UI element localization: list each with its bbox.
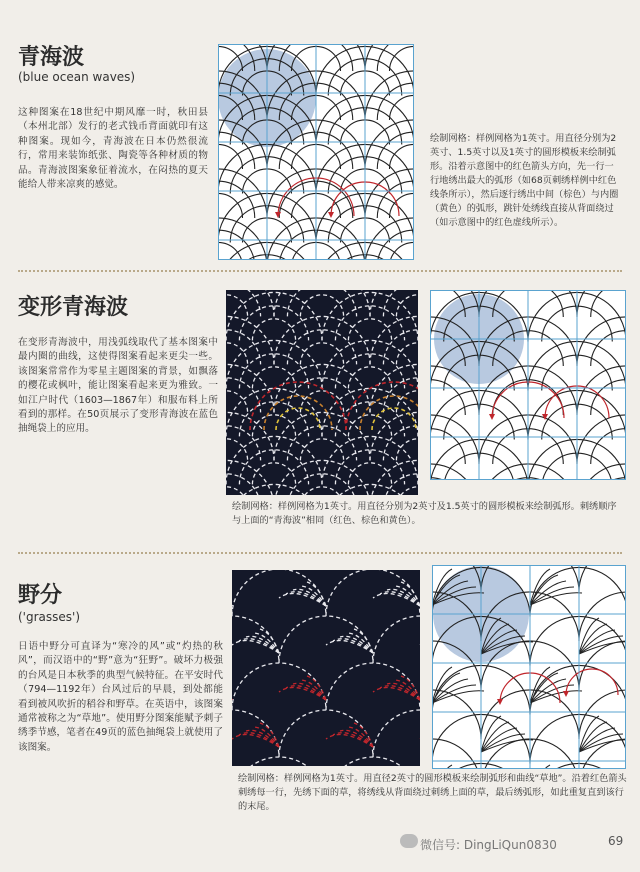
section-title-nowaki: 野分	[18, 583, 63, 608]
wechat-icon	[400, 834, 418, 848]
section-subtitle-seigaiha: (blue ocean waves)	[18, 70, 136, 84]
section-title-variant: 变形青海波	[18, 295, 129, 320]
body-text-nowaki: 日语中野分可直译为“寒冷的风”或“灼热的秋风”，而汉语中的“野”意为“狂野”。破坏力极强的台风是日本秋季的典型气候特征。在平安时代（794—1192年）台风过后的早晨，到处都能看到被风吹折的稻谷和野草。在英语中，该图案通常被称之为“草地”。使用野分图案能赋予刺子绣季节感，笔者在49页的蓝色抽绳袋上就使用了该图案。	[18, 641, 223, 753]
section-title-seigaiha: 青海波	[18, 45, 85, 70]
stitch-photo-nowaki	[232, 570, 420, 766]
diagram-variant	[430, 290, 626, 480]
stitch-photo-variant	[226, 290, 418, 495]
section-subtitle-nowaki: ('grasses')	[18, 610, 81, 624]
diagram-nowaki	[432, 565, 626, 769]
caption-variant: 绘制网格：样例网格为1英寸。用直径分别为2英寸及1.5英寸的圆形模板来绘制弧形。刺绣顺序与上面的“青海波”相同（红色、棕色和黄色）。	[232, 501, 617, 526]
caption-nowaki: 绘制网格：样例网格为1英寸。用直径2英寸的圆形模板来绘制弧形和曲线“草地”。沿着红色箭头刺绣每一行，先绣下面的草，将绣线从背面绕过刺绣上面的草，最后绣弧形，如此重复直到该行的末尾。	[238, 773, 627, 812]
diagram-seigaiha	[218, 44, 414, 260]
body-text-variant: 在变形青海波中，用浅弧线取代了基本图案中最内圈的曲线，这使得图案看起来更尖一些。该图案常常作为零星主题图案的背景，如飘落的樱花或枫叶，能让图案看起来更为雅致。一如江户时代（1603—1867年）和服布料上所看到的那样。在50页展示了变形青海波在蓝色抽绳袋上的应用。	[18, 337, 218, 435]
caption-seigaiha: 绘制网格：样例网格为1英寸。用直径分别为2英寸、1.5英寸以及1英寸的圆形模板来绘制弧形。沿着示意图中的红色箭头方向，先一行一行地绣出最大的弧形（如68页刺绣样例中红色线条所示），然后逐行绣出中间（棕色）与内圈（黄色）的弧形，跳针处绣线直接从背面绕过（如示意图中的红色虚线所示）。	[430, 133, 619, 228]
page-number: 69	[608, 834, 624, 848]
watermark: 微信号: DingLiQun0830	[420, 838, 557, 852]
section-divider	[18, 270, 622, 272]
section-divider	[18, 552, 622, 554]
body-text-seigaiha: 这种图案在18世纪中期风靡一时，秋田县（本州北部）发行的老式钱币背面就印有这种图案。现如今，青海波在日本仍然很流行，常用来装饰纸张、陶瓷等各种材质的物品。青海波图案象征着流水，在闷热的夏天能给人带来凉爽的感觉。	[18, 107, 208, 191]
